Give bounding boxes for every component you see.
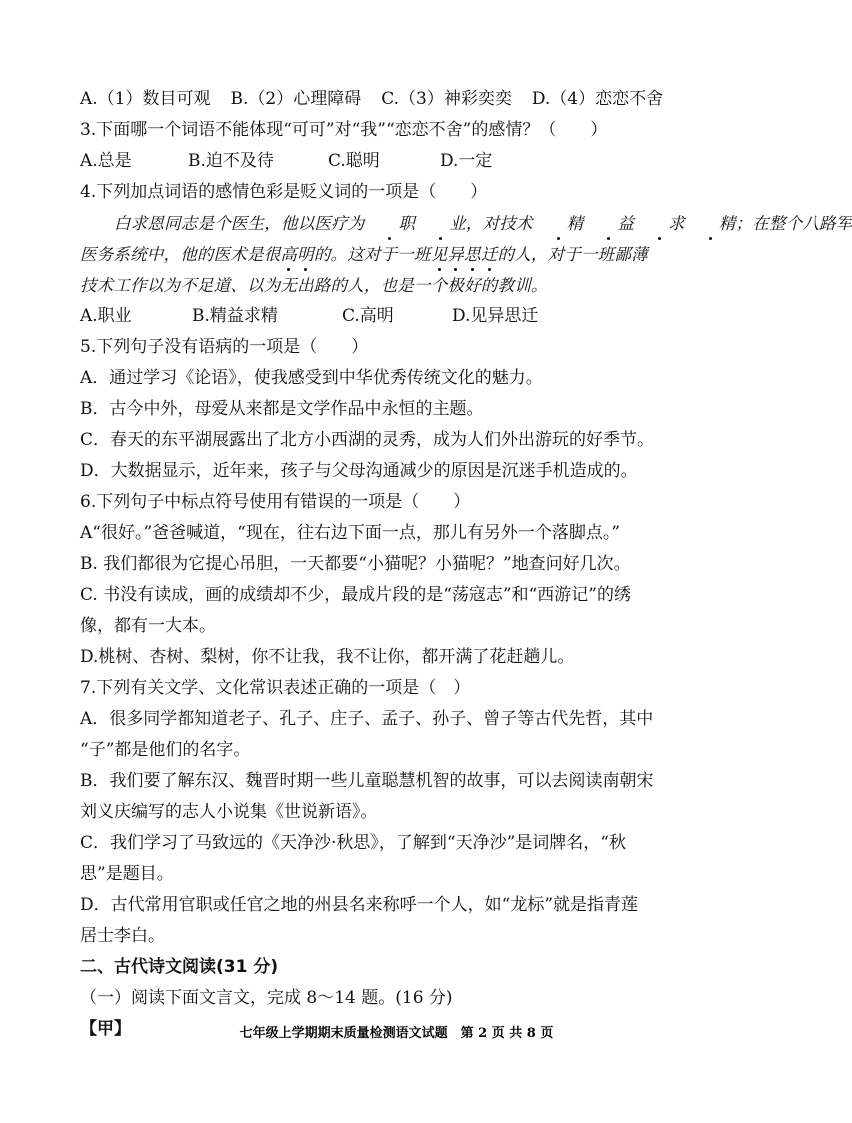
dotted-word-jianyisiqian: 见异思迁 (431, 245, 498, 264)
passage-text: 的人，对于一班鄙薄 (497, 245, 648, 264)
q7-option-c-line2: 思”是题目。 (80, 864, 174, 884)
q2-options (80, 84, 733, 115)
q5-option-b: B．古今中外，母爱从来都是文学作品中永恒的主题。 (80, 399, 484, 419)
q7-option-d-line1: D．古代常用官职或任官之地的州县名来称呼一个人，如“龙标”就是指青莲 (80, 895, 639, 915)
q3-options (80, 146, 733, 177)
option-b: B.迫不及待 (188, 151, 274, 171)
option-a: A.总是 (80, 151, 132, 171)
dotted-word-jingyiqiujing: 精 益 求 精 (533, 214, 736, 233)
q7-option-a-line1: A．很多同学都知道老子、孔子、庄子、孟子、孙子、曾子等古代先哲，其中 (80, 709, 654, 729)
passage-text: 白求恩同志是个医生，他以医疗为 (114, 214, 365, 233)
q7-option-c-line1: C．我们学习了马致远的《天净沙·秋思》，了解到“天净沙”是词牌名，“秋 (80, 833, 626, 853)
q4-passage-line-2 (80, 239, 733, 270)
option-c: C.（3）神彩奕奕 (381, 89, 512, 109)
option-d: D.见异思迁 (452, 306, 539, 326)
option-b: B.精益求精 (192, 306, 278, 326)
dotted-word-zhiye: 职 业 (365, 214, 466, 233)
q7-stem: 7.下列有关文学、文化常识表述正确的一项是（ ） (80, 678, 471, 698)
option-c: C.高明 (342, 306, 394, 326)
q6-option-c-line1: C. 书没有读成，画的成绩却不少，最成片段的是“荡寇志”和“西游记”的绣 (80, 585, 631, 605)
q6-option-a: A“很好。”爸爸喊道，“现在，往右边下面一点，那儿有另外一个落脚点。” (80, 523, 621, 543)
q4-options (80, 301, 733, 332)
q5-option-a: A．通过学习《论语》，使我感受到中华优秀传统文化的魅力。 (80, 368, 543, 388)
q7-option-a-line2: “子”都是他们的名字。 (80, 740, 251, 760)
section-2-jia-label: 【甲】 (80, 1019, 131, 1039)
q7-option-d-line2: 居士李白。 (80, 926, 165, 946)
q7-option-b-line2: 刘义庆编写的志人小说集《世说新语》。 (80, 802, 378, 822)
q5-option-d: D．大数据显示，近年来，孩子与父母沟通减少的原因是沉迷手机造成的。 (80, 461, 638, 481)
q7-option-b-line1: B．我们要了解东汉、魏晋时期一些儿童聪慧机智的故事，可以去阅读南朝宋 (80, 771, 654, 791)
option-a: A.职业 (80, 306, 132, 326)
passage-text: 的。这对于一班 (313, 245, 431, 264)
page-footer: 七年级上学期期末质量检测语文试题 第 2 页 共 8 页 (239, 1026, 554, 1041)
q6-stem: 6.下列句子中标点符号使用有错误的一项是（ ） (80, 492, 471, 512)
q5-stem: 5.下列句子没有语病的一项是（ ） (80, 337, 369, 357)
option-b: B.（2）心理障碍 (230, 89, 362, 109)
section-2-subtitle: （一）阅读下面文言文，完成 8～14 题。(16 分) (80, 988, 453, 1008)
q5-option-c: C．春天的东平湖展露出了北方小西湖的灵秀，成为人们外出游玩的好季节。 (80, 430, 655, 450)
q3-stem: 3.下面哪一个词语不能体现“可可”对“我”“恋恋不舍”的感情？（ ） (80, 120, 608, 140)
q6-option-b: B. 我们都很为它提心吊胆，一天都要“小猫呢？小猫呢？”地查问好几次。 (80, 554, 631, 574)
option-d: D.（4）恋恋不舍 (531, 89, 664, 109)
section-2-title: 二、古代诗文阅读(31 分) (80, 957, 279, 977)
dotted-word-gaoming: 高明 (280, 245, 313, 264)
passage-text: ，对技术 (465, 214, 533, 233)
q4-passage-line-3: 技术工作以为不足道、以为无出路的人，也是一个极好的教训。 (80, 276, 548, 295)
option-d: D.一定 (440, 151, 493, 171)
q4-passage-line-1 (80, 208, 852, 239)
passage-text: 医务系统中，他的医术是很 (80, 245, 281, 264)
passage-text: ；在整个八路军 (735, 214, 852, 233)
option-c: C.聪明 (328, 151, 380, 171)
q4-stem: 4.下列加点词语的感情色彩是贬义词的一项是（ ） (80, 182, 488, 202)
q6-option-c-line2: 像，都有一大本。 (80, 616, 216, 636)
option-a: A.（1）数目可观 (80, 89, 211, 109)
q6-option-d: D.桃树、杏树、梨树，你不让我，我不让你，都开满了花赶趟儿。 (80, 647, 575, 667)
